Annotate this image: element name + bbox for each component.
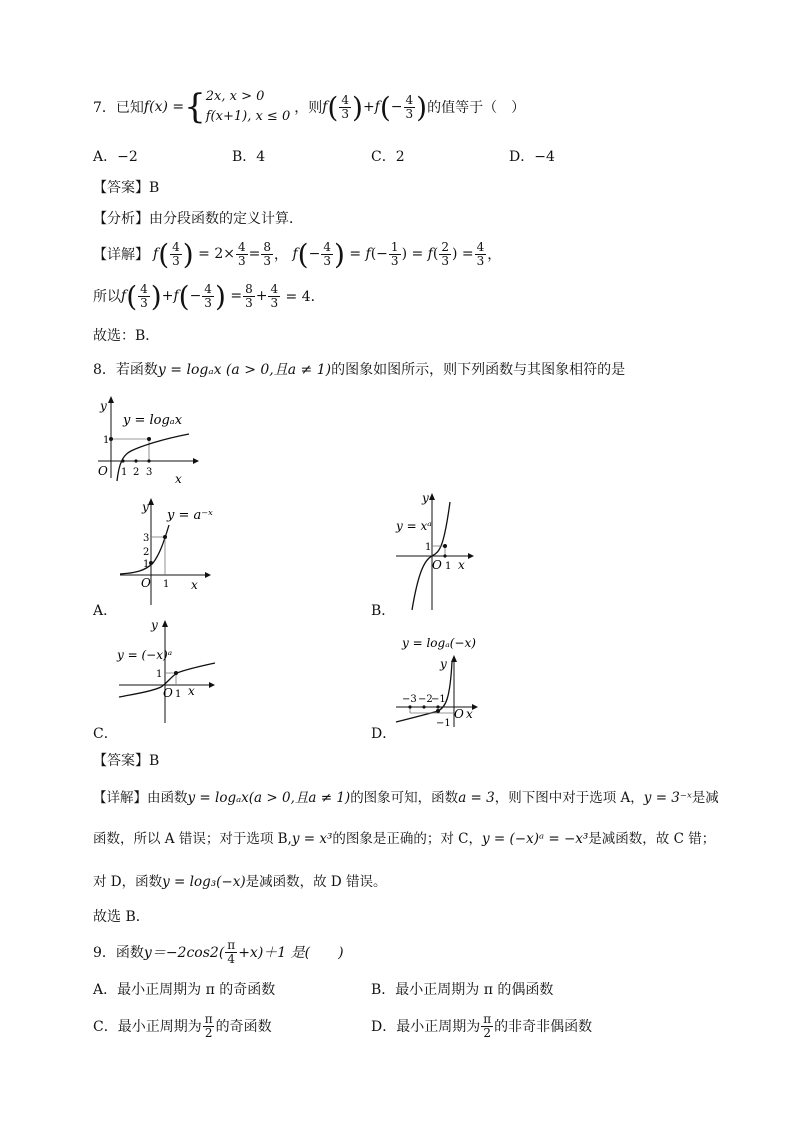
svg-text:−1: −1: [436, 718, 451, 729]
q9-option-b: B．最小正周期为 π 的偶函数: [371, 982, 554, 998]
q7-stem-mid: ，则: [294, 100, 323, 116]
q8-detail-line1: 【详解】由函数y = logₐx(a > 0,且a ≠ 1)的图象可知，函数a = 3，则下图中对于选项 A，y = 3⁻ˣ是减: [93, 790, 719, 806]
q8-graph-b: [392, 488, 482, 612]
svg-text:x: x: [466, 707, 473, 721]
detail-tag: 【详解】: [93, 790, 147, 806]
q7-option-c: C．2: [371, 149, 405, 165]
svg-text:1: 1: [121, 467, 128, 478]
q8-graph-c: [115, 615, 225, 725]
svg-text:3: 3: [146, 467, 153, 478]
svg-text:1: 1: [103, 435, 110, 446]
svg-text:O: O: [432, 558, 442, 572]
svg-text:y: y: [100, 399, 107, 413]
q8-option-d-label: D．: [371, 726, 397, 742]
svg-text:1: 1: [445, 561, 452, 572]
q7-conclusion: 故选：B．: [93, 328, 160, 344]
svg-text:−3: −3: [402, 694, 417, 705]
q9-option-d: D． 最小正周期为 π 2 的非奇非偶函数: [371, 1011, 593, 1040]
q8-stem: 8．若函数y = logₐx (a > 0,且a ≠ 1)的图象如图所示，则下列函数与其图象相符的是: [93, 362, 626, 378]
q7-analysis: 【分析】由分段函数的定义计算．: [93, 211, 303, 227]
q9-option-a: A．最小正周期为 π 的奇函数: [93, 982, 276, 998]
svg-text:y: y: [142, 500, 149, 514]
q8-option-a-label: A．: [93, 603, 118, 619]
q8-detail-line3: 对 D，函数y = log₃(−x)是减函数，故 D 错误。: [93, 874, 387, 890]
graph-a-label: y = a⁻ˣ: [167, 508, 213, 523]
q8-conclusion: 故选 B．: [93, 909, 150, 925]
q8-option-c-label: C．: [93, 726, 118, 742]
q8-graph-d: [392, 632, 492, 732]
q7-stem: 7．已知 f(x) = { 2x, x > 0 f(x+1), x ≤ 0 ，则 f ( 4 3 ) + f ( − $\frac{4}{3}$ ) 的值等于（ ）: [93, 87, 526, 127]
graph-d-label: y = logₐ(−x): [402, 636, 476, 650]
q7-detail-line2: 所以 f ( 4 3 ) + f ( − $\frac{4}{3}$ ) = $\frac{8}{3}$ + $\frac{4}{3}$ = 4．: [93, 279, 325, 313]
svg-text:1: 1: [175, 689, 182, 700]
q7-stem-prefix: 7．已知: [93, 100, 144, 116]
q8-detail-line2: 函数，所以 A 错误；对于选项 B,y = x³的图象是正确的；对 C，y = (−x)ᵃ = −x³是减函数，故 C 错；: [93, 831, 716, 847]
svg-text:x: x: [191, 578, 198, 592]
answer-tag: 【答案】: [93, 180, 149, 196]
q8-main-graph: [93, 393, 203, 485]
answer-tag: 【答案】: [93, 753, 149, 769]
svg-text:x: x: [188, 684, 195, 698]
analysis-tag: 【分析】: [93, 211, 149, 227]
svg-text:y: y: [151, 618, 158, 632]
svg-text:−2: −2: [418, 694, 433, 705]
svg-text:2: 2: [143, 547, 150, 558]
svg-text:O: O: [141, 576, 151, 590]
svg-text:−1: −1: [431, 694, 446, 705]
q7-answer: 【答案】B: [93, 180, 160, 196]
q7-case2: f(x+1), x ≤ 0: [205, 109, 291, 124]
q8-answer: 【答案】B: [93, 753, 160, 769]
svg-text:1: 1: [156, 669, 163, 680]
graph-b-label: y = xᵃ: [396, 519, 432, 533]
svg-text:O: O: [98, 464, 108, 478]
svg-text:2: 2: [133, 467, 140, 478]
q8-graph-a: [115, 495, 225, 607]
q7-detail-line1: 【详解】 f ( 4 3 ) = 2× $\frac{4}{3}$ = $\frac{8}{3}$ ， f ( − $\frac{4}{3}$ ) = f (− $\frac{1}{3}$ ) = f ( 2 3 ) = $\frac{4}{3}$ ，: [93, 237, 502, 271]
svg-text:O: O: [163, 686, 173, 700]
svg-text:y: y: [440, 657, 447, 671]
q8-option-b-label: B．: [371, 603, 396, 619]
q7-stem-suffix: 的值等于（ ）: [427, 100, 526, 116]
svg-text:y: y: [422, 491, 429, 505]
q9-stem: 9．函数 y＝−2cos2( π 4 +x)＋1 是( ): [93, 937, 344, 966]
svg-text:3: 3: [143, 533, 150, 544]
svg-text:x: x: [175, 472, 182, 485]
svg-text:1: 1: [163, 579, 170, 590]
detail-tag: 【详解】: [93, 247, 149, 263]
graph-c-label: y = (−x)ᵃ: [117, 648, 173, 662]
q7-option-a: A．−2: [93, 149, 138, 165]
svg-text:1: 1: [143, 559, 150, 570]
q7-case1: 2x, x > 0: [205, 89, 265, 104]
q7-option-b: B．4: [232, 149, 266, 165]
main-graph-label: y = logₐx: [123, 413, 183, 428]
q7-option-d: D．−4: [509, 149, 555, 165]
svg-text:1: 1: [425, 542, 432, 553]
svg-text:x: x: [458, 558, 465, 572]
svg-text:O: O: [454, 707, 464, 721]
q7-cases: [206, 87, 290, 127]
q9-option-c: C． 最小正周期为 π 2 的奇函数: [93, 1011, 272, 1040]
